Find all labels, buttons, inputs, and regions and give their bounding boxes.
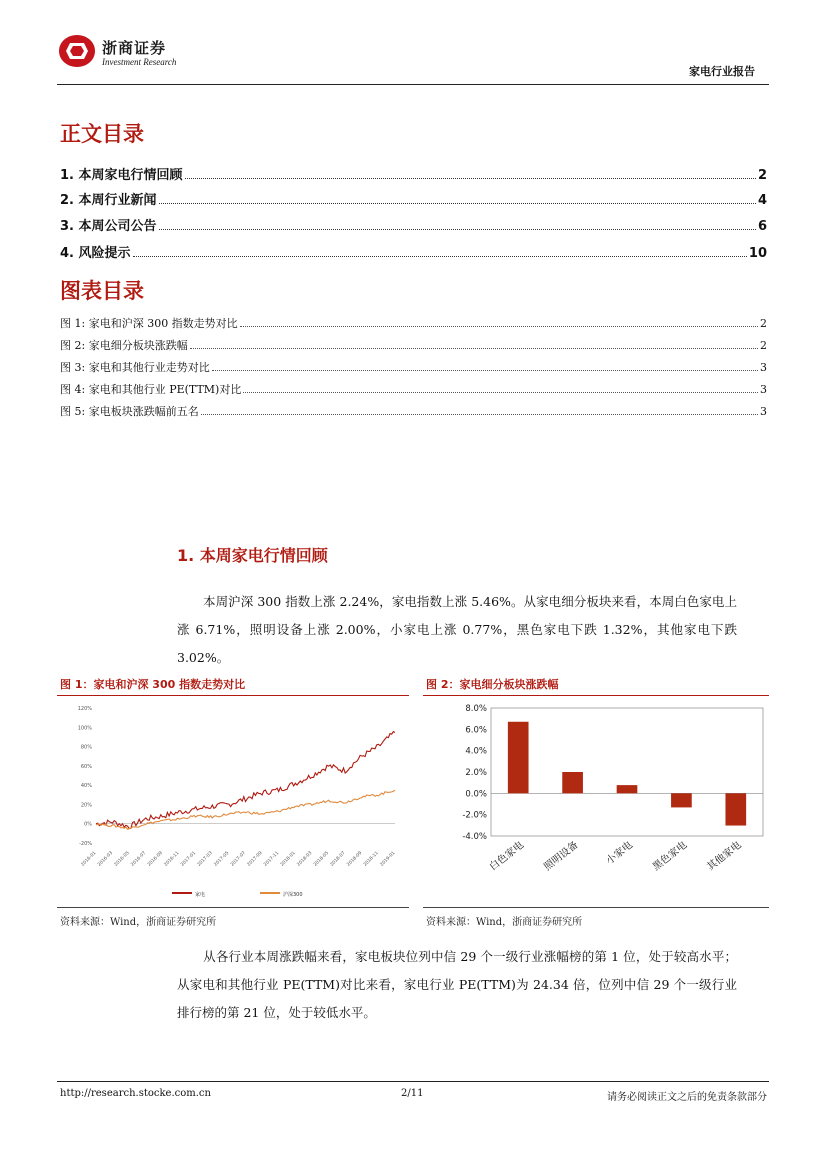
x-tick-label: 2016-01 [80, 850, 98, 868]
bar [725, 793, 746, 825]
category-label: 小家电 [604, 839, 635, 867]
figure-toc-item[interactable]: 图 4: 家电和其他行业 PE(TTM)对比 3 [60, 383, 767, 396]
x-tick-label: 2018-07 [329, 850, 347, 868]
category-label: 照明设备 [542, 839, 581, 873]
y-tick-label: 0% [84, 821, 92, 828]
y-tick-label: 80% [80, 744, 92, 751]
footer-divider [57, 1081, 769, 1082]
x-tick-label: 2019-01 [379, 850, 397, 868]
figure-toc-item[interactable]: 图 3: 家电和其他行业走势对比 3 [60, 361, 767, 374]
toc-item[interactable]: 1. 本周家电行情回顾 2 [60, 168, 767, 183]
figure1-bottom-rule [57, 907, 409, 908]
figure2-source: 资料来源：Wind，浙商证券研究所 [426, 917, 583, 928]
y-tick-label: 6.0% [465, 725, 487, 736]
y-tick-label: -20% [79, 841, 92, 847]
category-label: 黑色家电 [650, 839, 690, 873]
figure-toc-item[interactable]: 图 1: 家电和沪深 300 指数走势对比 2 [60, 317, 767, 330]
x-tick-label: 2018-09 [346, 850, 364, 868]
x-tick-label: 2018-01 [279, 850, 297, 868]
bar [671, 793, 692, 807]
x-tick-label: 2018-03 [296, 850, 314, 868]
x-tick-label: 2016-09 [147, 850, 164, 868]
x-tick-label: 2016-05 [113, 850, 131, 868]
x-tick-label: 2017-09 [246, 850, 264, 868]
figure1-top-rule [57, 695, 409, 696]
figure-toc-title: 图表目录 [60, 279, 144, 303]
figure2-top-rule [423, 695, 769, 696]
footer-disclaimer: 请务必阅读正文之后的免责条款部分 [607, 1092, 767, 1103]
figure2-title: 图 2：家电细分板块涨跌幅 [426, 678, 559, 691]
y-tick-label: 0.0% [465, 789, 487, 800]
toc-title: 正文目录 [60, 122, 144, 146]
x-tick-label: 2017-11 [263, 850, 281, 868]
x-tick-label: 2016-07 [130, 850, 148, 868]
plot-area-frame [491, 708, 763, 836]
y-tick-label: 20% [80, 802, 92, 809]
brand-logo-icon [57, 33, 97, 69]
section-title: 1. 本周家电行情回顾 [177, 546, 328, 565]
category-label: 白色家电 [487, 839, 527, 873]
toc-item[interactable]: 3. 本周公司公告 6 [60, 219, 767, 234]
bar [562, 772, 583, 793]
x-tick-label: 2017-05 [213, 850, 231, 868]
x-tick-label: 2018-05 [313, 850, 330, 868]
footer-url[interactable]: http://research.stocke.com.cn [60, 1088, 211, 1099]
toc-item[interactable]: 4. 风险提示 10 [60, 246, 767, 261]
figure2-bottom-rule [423, 907, 769, 908]
y-tick-label: 8.0% [465, 704, 487, 714]
series-line-1 [96, 732, 395, 829]
toc-item[interactable]: 2. 本周行业新闻 4 [60, 193, 767, 208]
page-number: 2/11 [401, 1088, 424, 1099]
bar [508, 722, 529, 794]
y-tick-label: 4.0% [465, 746, 487, 757]
figure1-title: 图 1：家电和沪深 300 指数走势对比 [60, 678, 246, 691]
legend-label-series2: 沪深300 [283, 892, 303, 898]
y-tick-label: 100% [77, 725, 92, 732]
paragraph: 从各行业本周涨跌幅来看，家电板块位列中信 29 个一级行业涨幅榜的第 1 位，处于较高水平；从家电和其他行业 PE(TTM)对比来看，家电行业 PE(TTM)为 24.34 倍，位列中信 29 个一级行业排行榜的第 21 位，处于较低水平。 [177, 949, 737, 1020]
header-divider [57, 84, 769, 85]
bar [617, 785, 638, 793]
report-type: 家电行业报告 [689, 65, 755, 78]
paragraph: 本周沪深 300 指数上涨 2.24%，家电指数上涨 5.46%。从家电细分板块来看，本周白色家电上涨 6.71%，照明设备上涨 2.00%，小家电上涨 0.77%，黑色家电下跌 1.32%，其他家电下跌 3.02%。 [177, 594, 737, 665]
category-label: 其他家电 [705, 839, 744, 873]
legend-label-series1: 家电 [195, 892, 206, 898]
figure-toc-item[interactable]: 图 2: 家电细分板块涨跌幅 2 [60, 339, 767, 352]
x-tick-label: 2017-07 [230, 850, 247, 868]
y-tick-label: 40% [80, 783, 92, 790]
y-tick-label: -4.0% [462, 832, 487, 842]
y-tick-label: 120% [77, 706, 92, 712]
x-tick-label: 2016-03 [97, 850, 115, 868]
figure1-source: 资料来源：Wind，浙商证券研究所 [60, 917, 217, 928]
y-tick-label: 2.0% [465, 768, 487, 778]
brand-name-en: Investment Research [102, 57, 177, 67]
y-tick-label: 60% [80, 763, 92, 770]
x-tick-label: 2018-11 [362, 850, 380, 868]
x-tick-label: 2017-03 [196, 850, 214, 868]
brand-name-cn: 浙商证券 [102, 39, 167, 57]
x-tick-label: 2016-11 [163, 850, 181, 868]
x-tick-label: 2017-01 [180, 850, 198, 868]
figure1-line-chart [60, 700, 405, 904]
y-tick-label: -2.0% [462, 810, 487, 821]
figure2-bar-chart [423, 700, 769, 904]
figure-toc-item[interactable]: 图 5: 家电板块涨跌幅前五名 3 [60, 405, 767, 418]
